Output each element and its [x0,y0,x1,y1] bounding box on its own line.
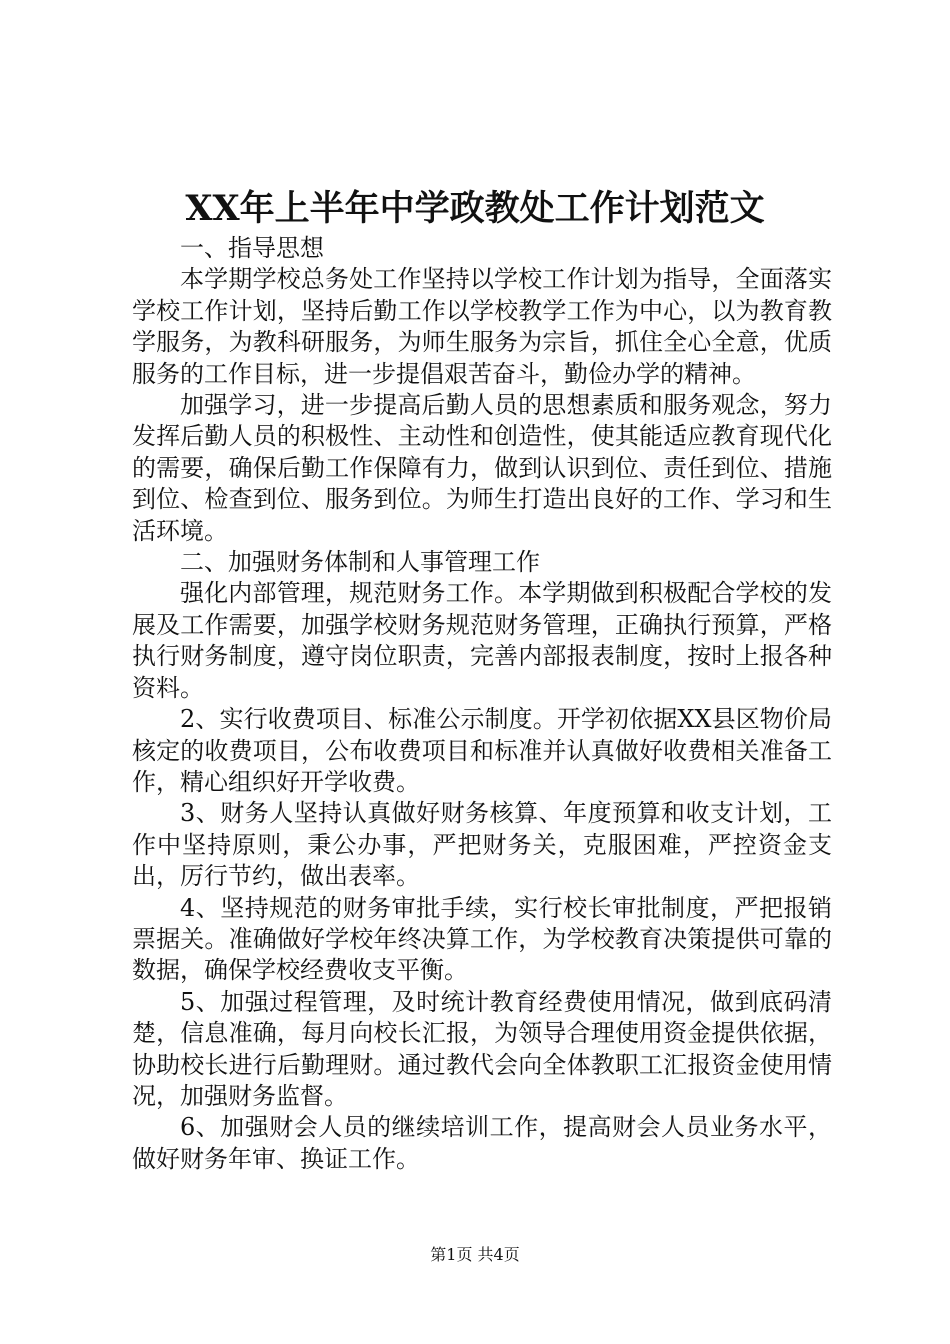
list-item-3: 3、财务人坚持认真做好财务核算、年度预算和收支计划，工作中坚持原则，秉公办事，严把财务关，克服困难，严控资金支出，厉行节约，做出表率。 [132,799,832,891]
list-item-4: 4、坚持规范的财务审批手续，实行校长审批制度，严把报销票据关。准确做好学校年终决算工作，为学校教育决策提供可靠的数据，确保学校经费收支平衡。 [132,893,832,985]
page-number-footer: 第1页 共4页 [430,1245,520,1264]
body-paragraph: 本学期学校总务处工作坚持以学校工作计划为指导，全面落实学校工作计划，坚持后勤工作以学校教学工作为中心，以为教育教学服务，为教科研服务，为师生服务为宗旨，抓住全心全意，优质服务的工作目标，进一步提倡艰苦奋斗，勤俭办学的精神。 [132,265,832,388]
section-heading-finance-management: 二、加强财务体制和人事管理工作 [180,548,540,577]
section-heading-guiding-ideology: 一、指导思想 [180,234,324,262]
body-paragraph: 强化内部管理，规范财务工作。本学期做到积极配合学校的发展及工作需要，加强学校财务规范财务管理，正确执行预算，严格执行财务制度，遵守岗位职责，完善内部报表制度，按时上报各种资料。 [132,579,832,702]
list-item-2: 2、实行收费项目、标准公示制度。开学初依据XX县区物价局核定的收费项目，公布收费项目和标准并认真做好收费相关准备工作，精心组织好开学收费。 [132,705,832,796]
list-item-6: 6、加强财会人员的继续培训工作，提高财会人员业务水平，做好财务年审、换证工作。 [132,1113,832,1173]
list-item-5: 5、加强过程管理，及时统计教育经费使用情况，做到底码清楚，信息准确，每月向校长汇报，为领导合理使用资金提供依据，协助校长进行后勤理财。通过教代会向全体教职工汇报资金使用情况，加强财务监督。 [132,987,832,1110]
document-title: XX年上半年中学政教处工作计划范文 [185,188,765,229]
body-paragraph: 加强学习，进一步提高后勤人员的思想素质和服务观念，努力发挥后勤人员的积极性、主动性和创造性，使其能适应教育现代化的需要，确保后勤工作保障有力，做到认识到位、责任到位、措施到位、检查到位、服务到位。为师生打造出良好的工作、学习和生活环境。 [132,391,832,545]
document-body [132,233,832,1175]
